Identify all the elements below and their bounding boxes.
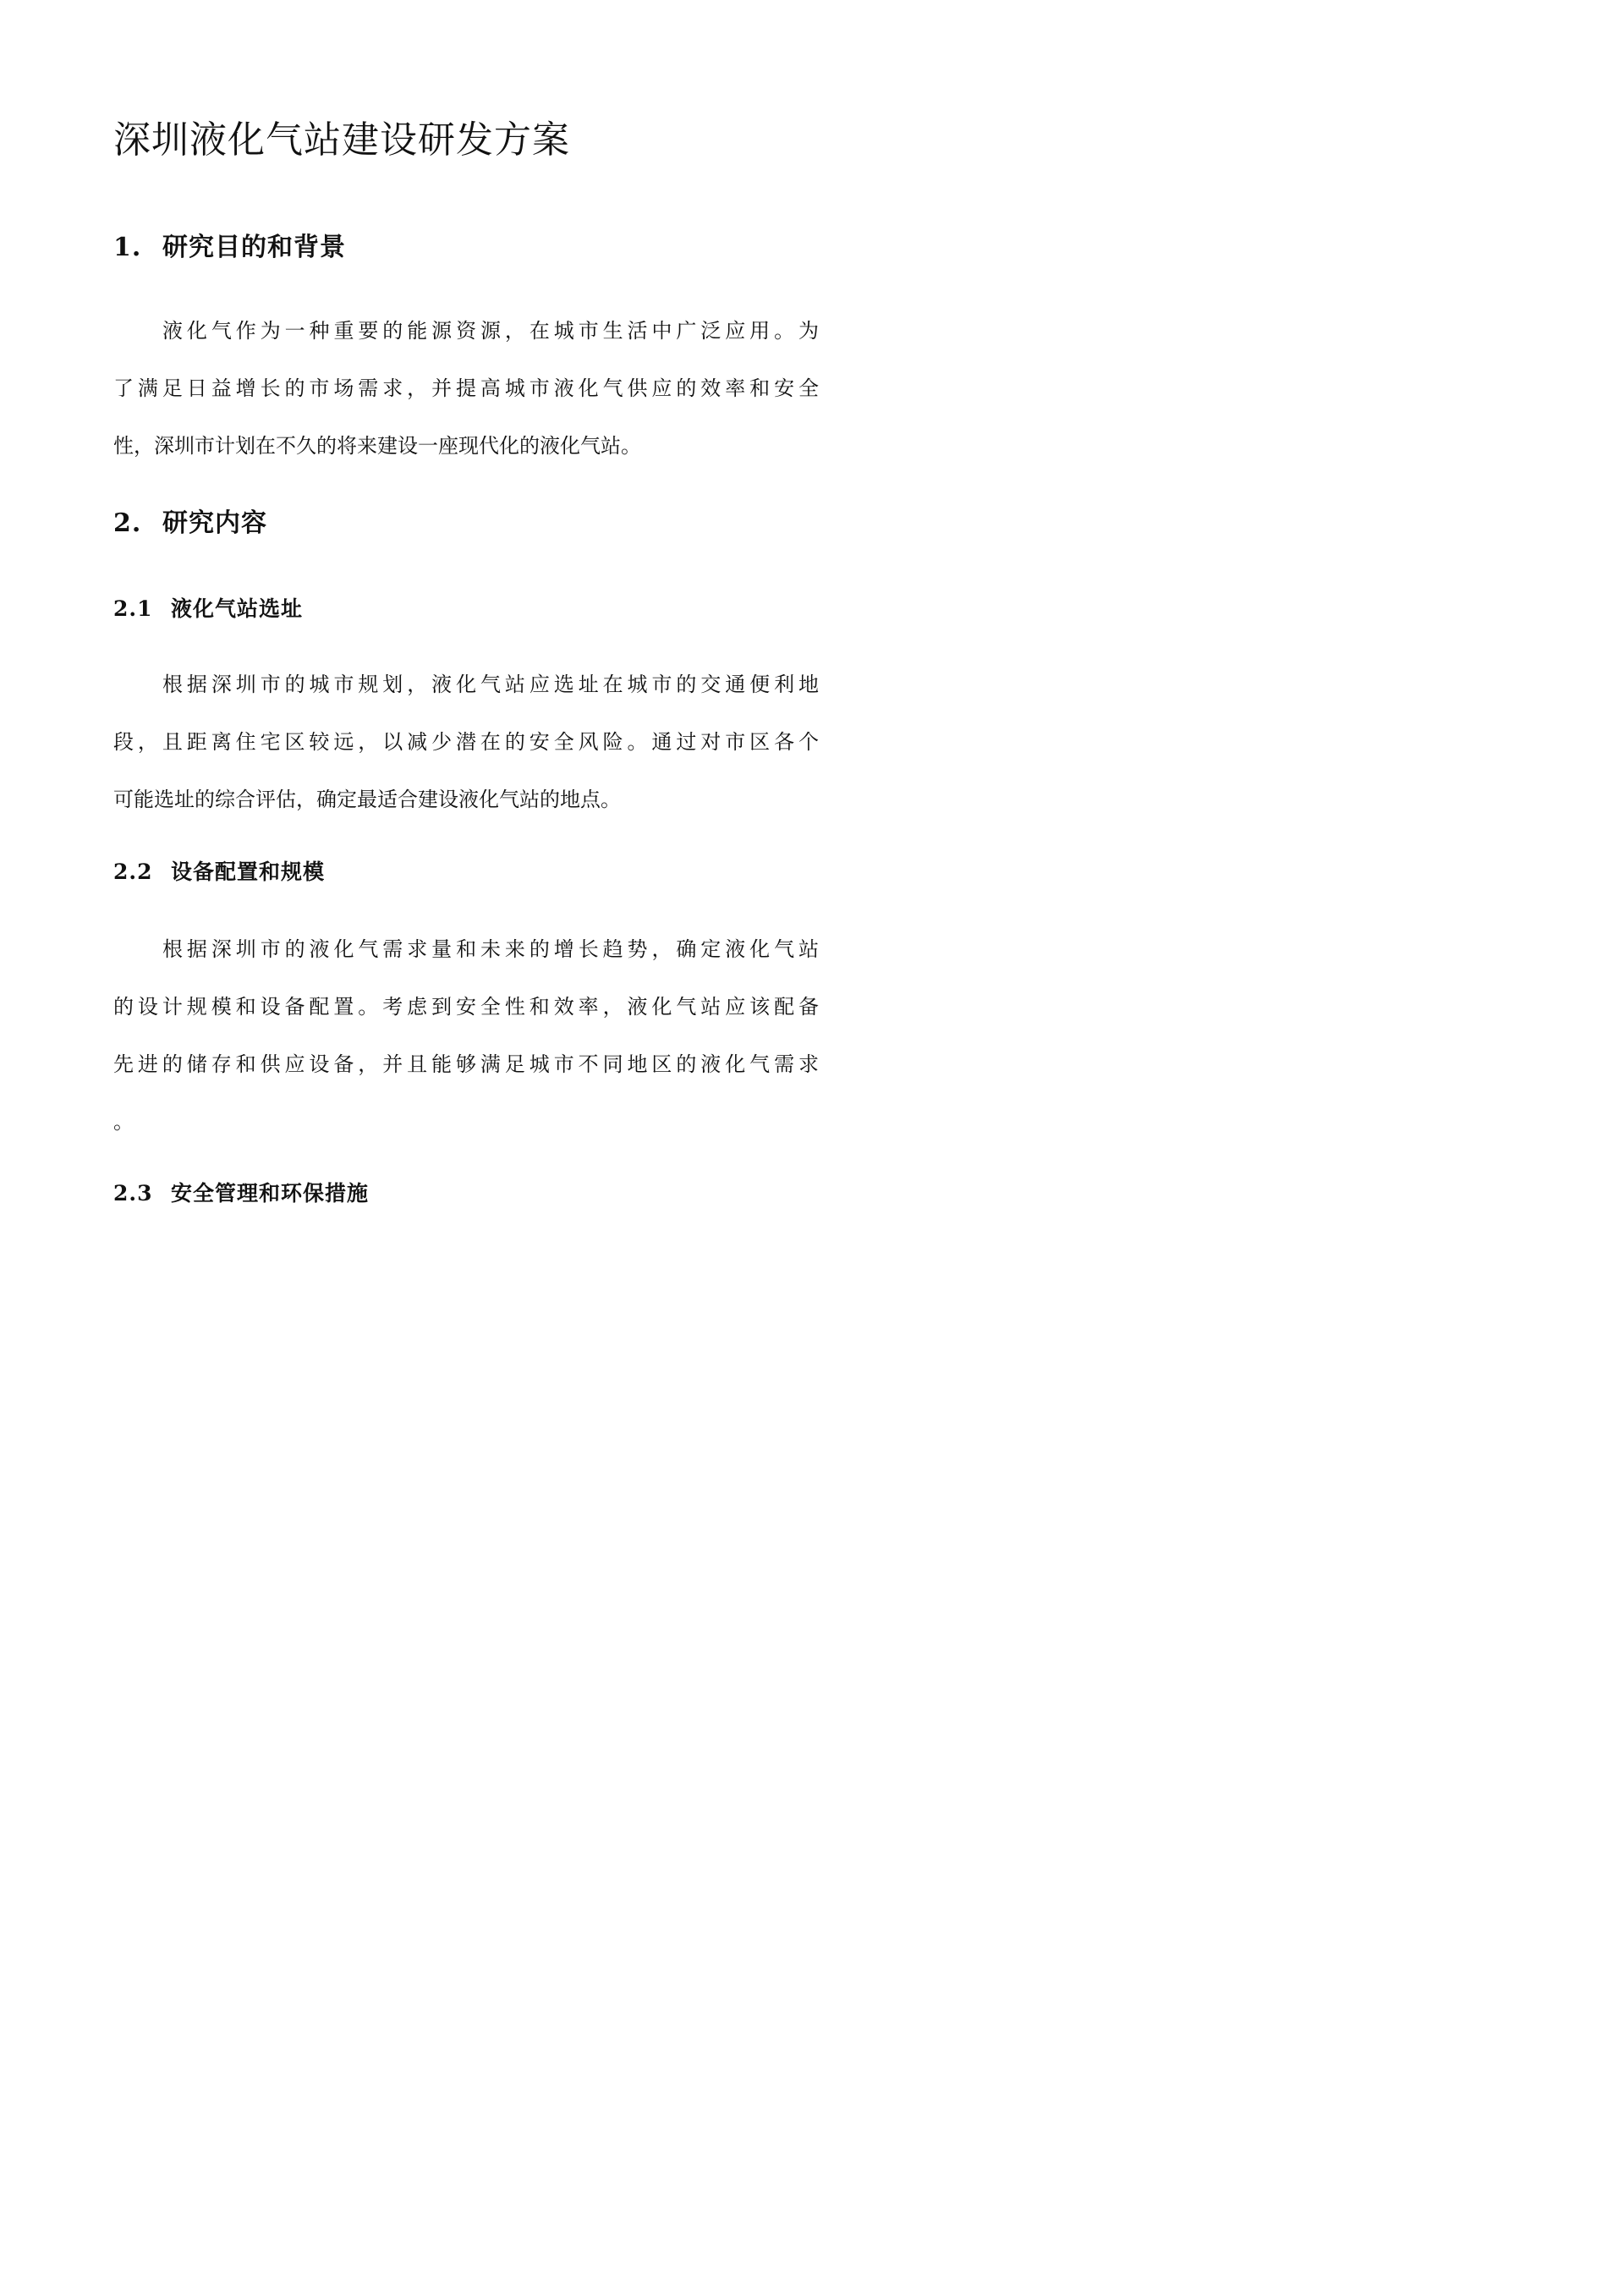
paragraph-line: 。 [113, 1110, 134, 1134]
section-number: 1. [113, 233, 142, 262]
paragraph-line: 液化气作为一种重要的能源资源，在城市生活中广泛应用。为 [162, 319, 819, 343]
section-heading-1 [113, 231, 346, 265]
subsection-heading-2-2 [113, 858, 325, 887]
subsection-title: 液化气站选址 [171, 596, 304, 621]
subsection-number: 2.2 [113, 860, 153, 884]
paragraph-line: 先进的储存和供应设备，并且能够满足城市不同地区的液化气需求 [113, 1052, 819, 1076]
subsection-title: 设备配置和规模 [171, 860, 326, 884]
paragraph-line: 可能选址的综合评估，确定最适合建设液化气站的地点。 [113, 788, 621, 811]
section-number: 2. [113, 508, 142, 538]
paragraph-line: 根据深圳市的城市规划，液化气站应选址在城市的交通便利地 [162, 673, 819, 696]
document-title: 深圳液化气站建设研发方案 [113, 118, 570, 162]
subsection-number: 2.1 [113, 596, 153, 621]
section-title: 研究内容 [162, 508, 267, 538]
subsection-heading-2-1 [113, 595, 303, 623]
subsection-heading-2-3 [113, 1179, 369, 1208]
paragraph-equipment [113, 920, 819, 1151]
paragraph-site-selection [113, 656, 819, 828]
subsection-number: 2.3 [113, 1181, 153, 1206]
paragraph-line: 的设计规模和设备配置。考虑到安全性和效率，液化气站应该配备 [113, 995, 819, 1019]
paragraph-line: 根据深圳市的液化气需求量和未来的增长趋势，确定液化气站 [162, 937, 819, 961]
paragraph-line: 了满足日益增长的市场需求，并提高城市液化气供应的效率和安全 [113, 376, 819, 400]
section-title: 研究目的和背景 [162, 233, 346, 262]
paragraph-line: 段，且距离住宅区较远，以减少潜在的安全风险。通过对市区各个 [113, 730, 819, 754]
section-heading-2 [113, 507, 267, 541]
document-page [0, 0, 933, 1320]
paragraph-background [113, 302, 819, 475]
paragraph-line: 性，深圳市计划在不久的将来建设一座现代化的液化气站。 [113, 434, 641, 458]
subsection-title: 安全管理和环保措施 [171, 1181, 370, 1206]
